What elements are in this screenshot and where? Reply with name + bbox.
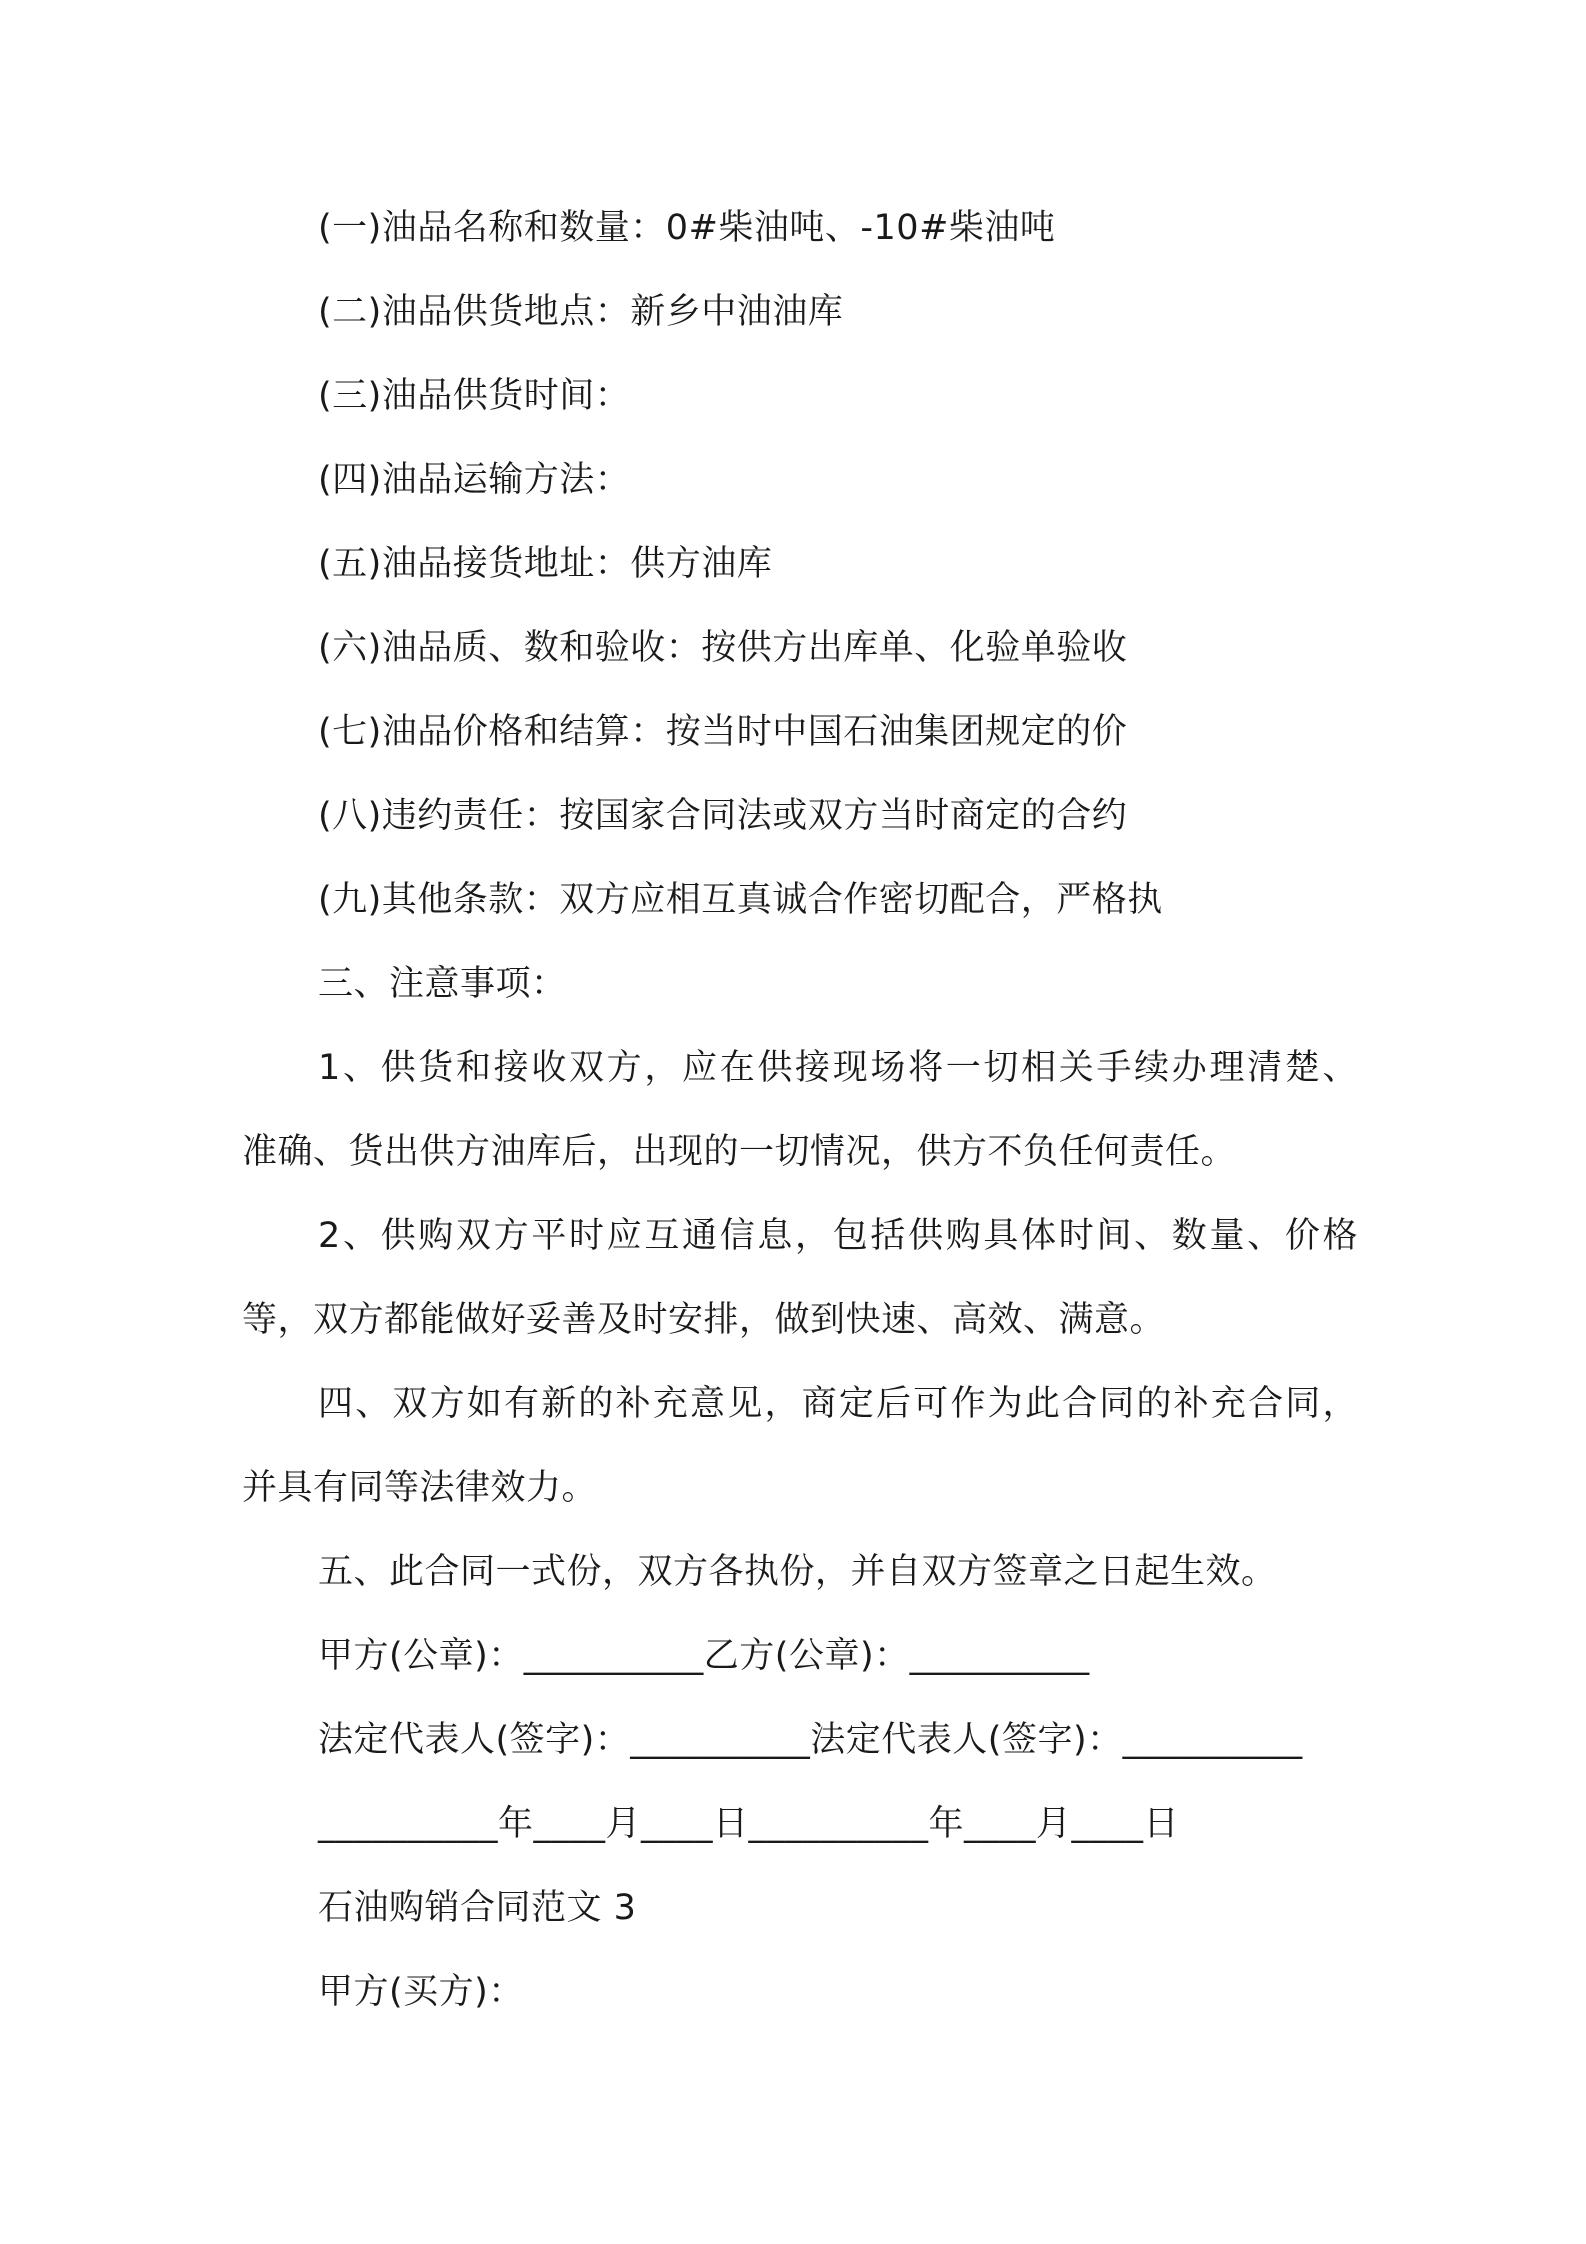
signature-date-line: __________年____月____日__________年____月____日 xyxy=(318,1804,1180,1844)
party-a-buyer: 甲方(买方)： xyxy=(318,1972,524,2012)
clause-other-terms: (九)其他条款：双方应相互真诚合作密切配合，严格执 xyxy=(318,880,1163,920)
signature-seal-line: 甲方(公章)：__________乙方(公章)：__________ xyxy=(318,1636,1090,1676)
document-subtitle: 石油购销合同范文 3 xyxy=(318,1888,637,1928)
clause-price-settlement: (七)油品价格和结算：按当时中国石油集团规定的价 xyxy=(318,712,1128,752)
clause-transport-method: (四)油品运输方法： xyxy=(318,460,631,500)
paragraph-2-line-1: 2、供购双方平时应互通信息，包括供购具体时间、数量、价格 xyxy=(318,1216,1358,1256)
section-heading-notes: 三、注意事项： xyxy=(318,964,567,1004)
section-four-line-1: 四、双方如有新的补充意见，商定后可作为此合同的补充合同， xyxy=(318,1384,1358,1424)
clause-liability: (八)违约责任：按国家合同法或双方当时商定的合约 xyxy=(318,796,1128,836)
paragraph-1-line-2: 准确、货出供方油库后，出现的一切情况，供方不负任何责任。 xyxy=(242,1132,1237,1172)
clause-supply-location: (二)油品供货地点：新乡中油油库 xyxy=(318,292,844,332)
clause-supply-time: (三)油品供货时间： xyxy=(318,376,631,416)
section-five: 五、此合同一式份，双方各执份，并自双方签章之日起生效。 xyxy=(318,1552,1277,1592)
clause-delivery-address: (五)油品接货地址：供方油库 xyxy=(318,544,773,584)
clause-quality-acceptance: (六)油品质、数和验收：按供方出库单、化验单验收 xyxy=(318,628,1128,668)
clause-oil-name-quantity: (一)油品名称和数量：0#柴油吨、-10#柴油吨 xyxy=(318,208,1056,248)
signature-representative-line: 法定代表人(签字)：__________法定代表人(签字)：__________ xyxy=(318,1720,1303,1760)
paragraph-2-line-2: 等，双方都能做好妥善及时安排，做到快速、高效、满意。 xyxy=(242,1300,1166,1340)
section-four-line-2: 并具有同等法律效力。 xyxy=(242,1468,598,1508)
paragraph-1-line-1: 1、供货和接收双方，应在供接现场将一切相关手续办理清楚、 xyxy=(318,1048,1358,1088)
